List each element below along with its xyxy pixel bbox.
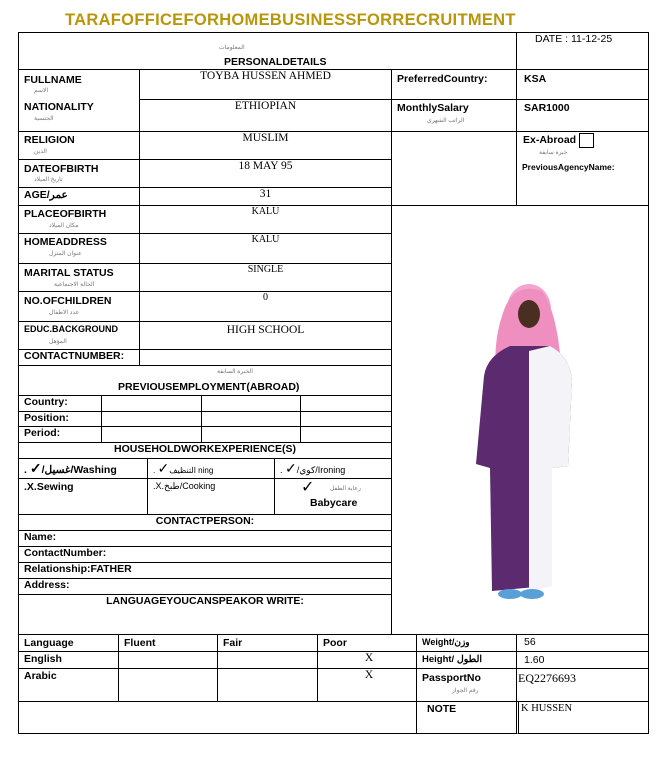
applicant-photo [392,206,648,634]
weight-label: Weight/وزن [416,634,517,652]
check-icon: ✓ [157,460,170,476]
contact-number-value [139,349,392,366]
household-header: HOUSEHOLDWORKEXPERIENCE(S) [18,442,392,459]
children-arabic: عدد الاطفال [49,310,80,316]
education-arabic: المؤهل [49,339,67,345]
monthly-salary-arabic: الراتب الشهري [427,118,465,124]
marital-label-cell [18,263,140,292]
position-label: Position: [18,411,102,427]
language-title: LANGUAGEYOUCANSPEAKOR WRITE: [18,594,392,635]
education-value: HIGH SCHOOL [139,321,392,350]
dob-value: 18 MAY 95 [139,159,392,188]
employment-cell [300,411,392,427]
photo-cell [391,205,649,635]
contact-name: Name: [18,530,392,547]
dob-label-cell [18,159,140,188]
religion-value: MUSLIM [139,131,392,160]
employment-cell [201,411,301,427]
personal-details-arabic: المعلومات [219,45,245,51]
dob-label: DATEOFBIRTH [24,163,99,175]
previous-employment-arabic: الخبرة السابقة [217,369,253,375]
employment-cell [300,395,392,412]
note-label: NOTE [416,701,517,734]
children-value: 0 [139,291,392,322]
pob-value: KALU [139,205,392,234]
lang-cell [118,651,218,669]
date-text: DATE : 11-12-25 [535,33,613,45]
home-arabic: عنوان المنزل [49,251,82,257]
dob-arabic: تاريخ الميلاد [34,177,63,183]
lang-cell [217,651,318,669]
marital-arabic: الحالة الاجتماعية [54,282,95,288]
height-label: Height/ الطول [416,651,517,669]
employment-cell [201,426,301,443]
lang-arabic: Arabic [18,668,119,702]
skill-cooking: .X.طبخ/Cooking [147,478,275,515]
skill-cleaning: . ✓التنظيف ning [147,458,275,479]
preferred-country-value: KSA [516,69,649,100]
pob-label-cell [18,205,140,234]
date-cell [516,32,649,70]
contact-person-header: CONTACTPERSON: [18,514,392,531]
education-label: EDUC.BACKGROUND [24,324,118,334]
previous-agency-label: PreviousAgencyName: [522,162,615,172]
employment-cell [101,426,202,443]
pob-label: PLACEOFBIRTH [24,208,107,220]
home-label-cell [18,233,140,264]
skill-ironing: . ✓/كوي/Ironing [274,458,392,479]
height-value: 1.60 [516,651,649,669]
check-icon: ✓ [29,460,42,476]
home-value: KALU [139,233,392,264]
employment-cell [101,411,202,427]
monthly-salary-cell [391,99,517,132]
previous-employment-label: PREVIOUSEMPLOYMENT(ABROAD) [118,381,300,393]
document-title: TARAFOFFICEFORHOMEBUSINESSFORRECRUITMENT [65,11,516,29]
skill-washing: . ✓/غسيل/Washing [18,458,148,479]
home-label: HOMEADDRESS [24,236,107,248]
passport-label: PassportNo [422,672,481,684]
lang-english: English [18,651,119,669]
lang-header: Language [18,634,119,652]
monthly-salary-label: MonthlySalary [397,102,469,114]
preferred-country-label: PreferredCountry: [391,69,517,100]
religion-label: RELIGION [24,134,75,146]
lang-header: Fair [217,634,318,652]
education-label-cell [18,321,140,350]
passport-label-cell [416,668,517,702]
babycare-arabic: رعاية الطفل [330,486,361,492]
label-cell [18,69,140,132]
age-value: 31 [139,187,392,206]
english-poor: X [317,651,417,669]
religion-label-cell [18,131,140,160]
lang-header: Poor [317,634,417,652]
contact-address: Address: [18,578,392,595]
ex-abroad-arabic: خبرة سابقة [539,150,568,156]
ex-abroad-label: Ex-Abroad [523,134,577,146]
period-label: Period: [18,426,102,443]
check-icon: ✓ [301,479,315,496]
contact-relationship: Relationship:FATHER [18,562,392,579]
cleaning-label: التنظيف ning [169,466,214,475]
empty-cell [391,131,517,206]
monthly-salary-value: SAR1000 [516,99,649,132]
employment-cell [201,395,301,412]
fullname-value: TOYBA HUSSEN AHMED [139,69,392,100]
note-value: K HUSSEN [516,701,649,734]
contact-number-label: CONTACTNUMBER: [18,349,140,366]
skill-sewing: .X.Sewing [18,478,148,515]
children-label: NO.OFCHILDREN [24,295,112,307]
contact-number: ContactNumber: [18,546,392,563]
marital-label: MARITAL STATUS [24,267,114,279]
age-label: AGE/عمر [18,187,140,206]
lang-cell [118,668,218,702]
washing-label: /غسيل/Washing [41,464,117,476]
personal-details-label: PERSONALDETAILS [224,56,327,68]
pob-arabic: مكان الميلاد [49,223,79,229]
personal-details-header [18,32,517,70]
ironing-label: /كوي/Ironing [296,465,346,475]
passport-arabic: رقم الجواز [452,688,479,694]
fullname-label: FULLNAME [24,74,82,86]
nationality-label: NATIONALITY [24,101,94,113]
passport-value: EQ2276693 [516,668,649,702]
children-label-cell [18,291,140,322]
nationality-value: ETHIOPIAN [139,99,392,132]
marital-value: SINGLE [139,263,392,292]
weight-value: 56 [516,634,649,652]
previous-employment-header [18,365,392,396]
lang-header: Fluent [118,634,218,652]
employment-cell [300,426,392,443]
skill-babycare [274,478,392,515]
ex-abroad-checkbox[interactable] [579,133,594,148]
fullname-arabic: الاسم [34,88,49,94]
lang-cell [217,668,318,702]
check-icon: ✓ [285,460,297,476]
country-label: Country: [18,395,102,412]
employment-cell [101,395,202,412]
ex-abroad-cell [516,131,649,206]
babycare-label: Babycare [310,497,358,509]
arabic-poor: X [317,668,417,702]
nationality-arabic: الجنسية [34,116,54,122]
note-blank [18,701,417,734]
religion-arabic: الدين [34,149,47,155]
